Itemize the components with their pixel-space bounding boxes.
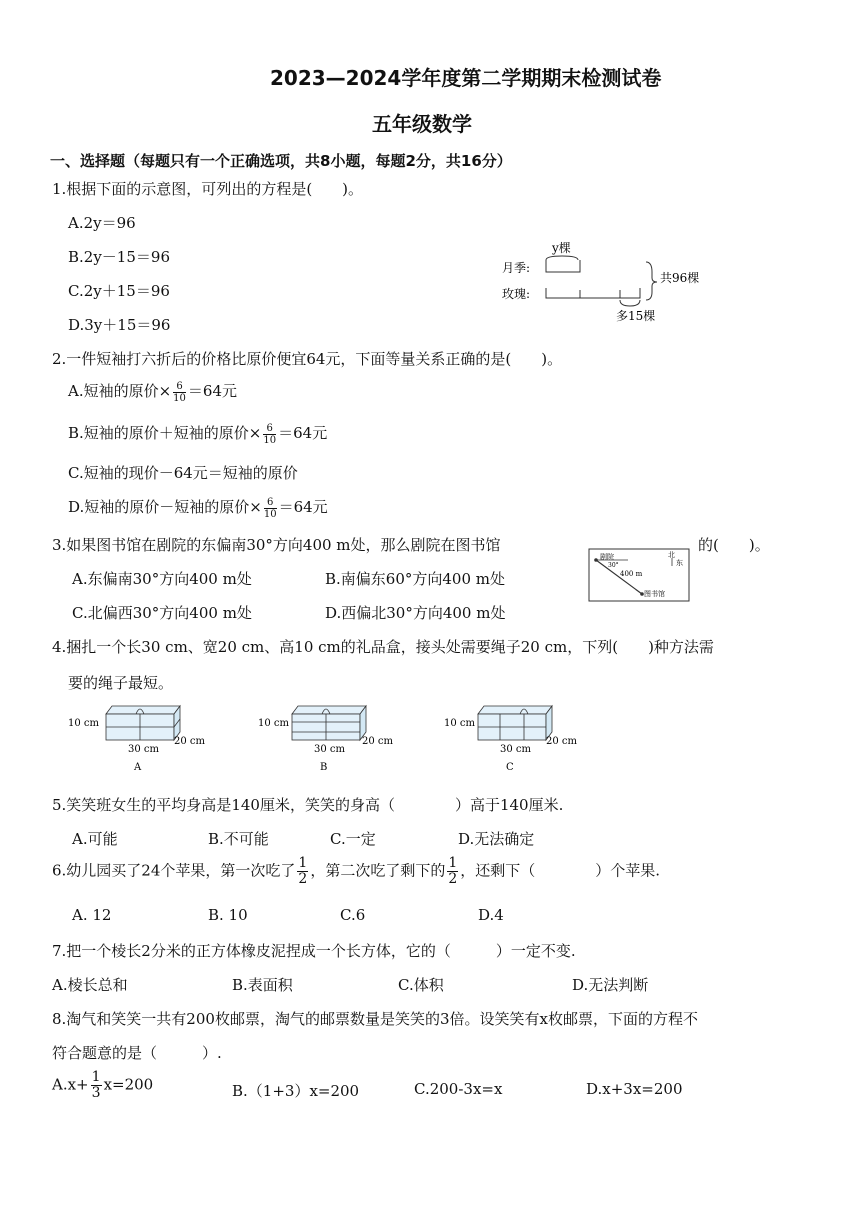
q5-option-c: C.一定 xyxy=(330,830,376,848)
map-theatre-label: 剧院 xyxy=(600,553,614,561)
q3-option-c: C.北偏西30°方向400 m处 xyxy=(72,604,252,622)
q2-option-a: A.短袖的原价× $\frac{6}{10}$ ＝64元 xyxy=(68,380,237,404)
q4-box-b xyxy=(252,700,402,776)
q1-option-b: B.2y－15＝96 xyxy=(68,248,170,266)
page-subtitle: 五年级数学 xyxy=(372,112,472,136)
svg-text:20 cm: 20 cm xyxy=(362,736,393,747)
question-3-stem-tail: 的( )。 xyxy=(698,536,770,554)
svg-text:20 cm: 20 cm xyxy=(174,736,205,747)
svg-text:B: B xyxy=(320,762,328,773)
question-6-stem: 6.幼儿园买了24个苹果，第一次吃了 $\frac{1}{2}$ ，第二次吃了剩下的 $\frac{1}{2}$ ，还剩下（ ）个苹果. xyxy=(52,855,661,887)
svg-text:30 cm: 30 cm xyxy=(314,744,345,755)
q7-option-b: B.表面积 xyxy=(232,976,293,994)
question-4-stem-line1: 4.捆扎一个长30 cm、宽20 cm、高10 cm的礼品盒，接头处需要绳子20 cm，下列( )种方法需 xyxy=(52,638,714,656)
map-angle-label: 30° xyxy=(608,562,619,569)
q3-direction-map xyxy=(588,548,690,602)
q6-option-d: D.4 xyxy=(478,906,504,924)
q3-option-a: A.东偏南30°方向400 m处 xyxy=(72,570,252,588)
q3-option-b: B.南偏东60°方向400 m处 xyxy=(325,570,506,588)
svg-text:10 cm: 10 cm xyxy=(68,718,99,729)
q8-option-b: B.（1+3）x=200 xyxy=(232,1082,360,1100)
q4-box-a xyxy=(62,700,212,776)
q5-option-d: D.无法确定 xyxy=(458,830,535,848)
q8-option-c: C.200-3x=x xyxy=(414,1080,503,1098)
q3-option-d: D.西偏北30°方向400 m处 xyxy=(325,604,506,622)
q7-option-a: A.棱长总和 xyxy=(52,976,128,994)
svg-text:C: C xyxy=(506,762,514,773)
svg-text:10 cm: 10 cm xyxy=(444,718,475,729)
map-north-label: 北 xyxy=(668,551,675,559)
diagram-diff-label: 多15棵 xyxy=(616,309,656,323)
q1-line-diagram xyxy=(500,238,720,328)
question-2-stem: 2.一件短袖打六折后的价格比原价便宜64元，下面等量关系正确的是( )。 xyxy=(52,350,563,368)
q6-option-b: B. 10 xyxy=(208,906,248,924)
question-5-stem: 5.笑笑班女生的平均身高是140厘米，笑笑的身高（ ）高于140厘米. xyxy=(52,796,564,814)
q8-option-a: A.x+ $\frac{1}{3}$ x=200 xyxy=(52,1069,154,1101)
map-east-label: 东 xyxy=(676,559,683,567)
q2-option-d: D.短袖的原价－短袖的原价× $\frac{6}{10}$ ＝64元 xyxy=(68,496,328,520)
svg-text:A: A xyxy=(134,762,142,773)
question-4-stem-line2: 要的绳子最短。 xyxy=(68,674,174,692)
q1-option-c: C.2y＋15＝96 xyxy=(68,282,170,300)
map-distance-label: 400 m xyxy=(620,570,643,578)
question-8-stem-line1: 8.淘气和笑笑一共有200枚邮票，淘气的邮票数量是笑笑的3倍。设笑笑有x枚邮票，下面的方程不 xyxy=(52,1010,698,1028)
diagram-row1-label: 月季: xyxy=(502,261,531,275)
diagram-row2-label: 玫瑰: xyxy=(502,287,531,301)
svg-text:20 cm: 20 cm xyxy=(546,736,577,747)
q4-box-c xyxy=(442,700,592,776)
svg-text:30 cm: 30 cm xyxy=(500,744,531,755)
q8-option-d: D.x+3x=200 xyxy=(586,1080,683,1098)
q6-option-a: A. 12 xyxy=(72,906,112,924)
q2-option-c: C.短袖的现价－64元＝短袖的原价 xyxy=(68,464,298,482)
question-7-stem: 7.把一个棱长2分米的正方体橡皮泥捏成一个长方体，它的（ ）一定不变. xyxy=(52,942,576,960)
q6-option-c: C.6 xyxy=(340,906,366,924)
question-8-stem-line2: 符合题意的是（ ）. xyxy=(52,1044,222,1062)
question-3-stem: 3.如果图书馆在剧院的东偏南30°方向400 m处，那么剧院在图书馆 xyxy=(52,536,501,554)
svg-text:30 cm: 30 cm xyxy=(128,744,159,755)
q7-option-d: D.无法判断 xyxy=(572,976,649,994)
page-title: 2023—2024学年度第二学期期末检测试卷 xyxy=(270,66,662,90)
question-1-stem: 1.根据下面的示意图，可列出的方程是( )。 xyxy=(52,180,364,198)
q1-option-d: D.3y＋15＝96 xyxy=(68,316,171,334)
q5-option-b: B.不可能 xyxy=(208,830,269,848)
diagram-y-label: y棵 xyxy=(552,241,571,255)
q1-option-a: A.2y＝96 xyxy=(68,214,136,232)
q5-option-a: A.可能 xyxy=(72,830,118,848)
section-heading: 一、选择题（每题只有一个正确选项，共8小题，每题2分，共16分） xyxy=(50,152,512,170)
q2-option-b: B.短袖的原价＋短袖的原价× $\frac{6}{10}$ ＝64元 xyxy=(68,422,328,446)
map-library-label: 图书馆 xyxy=(644,590,665,598)
svg-text:10 cm: 10 cm xyxy=(258,718,289,729)
q7-option-c: C.体积 xyxy=(398,976,444,994)
diagram-total-label: 共96棵 xyxy=(660,271,700,285)
